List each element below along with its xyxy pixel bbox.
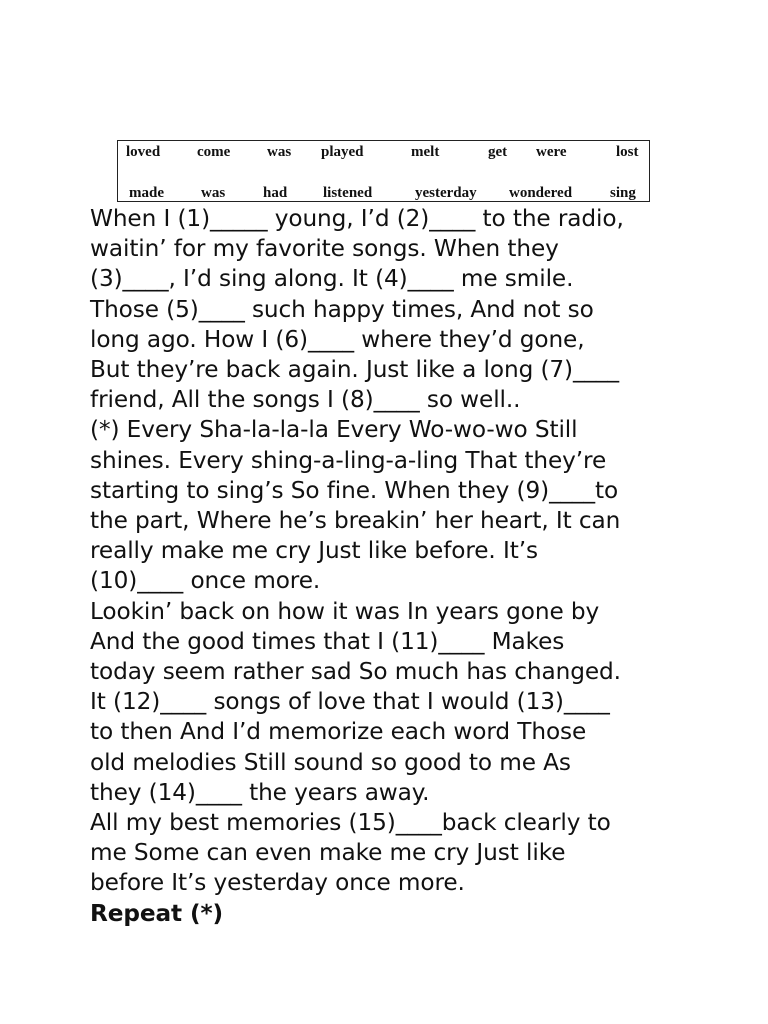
repeat-label: Repeat (*) (90, 899, 224, 927)
lyrics-line: (10)____ once more. (90, 567, 321, 595)
word-bank-word: played (321, 144, 364, 160)
lyrics-line: long ago. How I (6)____ where they’d gone, (90, 325, 585, 353)
lyrics-line: Those (5)____ such happy times, And not so (90, 295, 594, 323)
lyrics-line: And the good times that I (11)____ Makes (90, 627, 565, 655)
lyrics-line: (3)____, I’d sing along. It (4)____ me smile. (90, 265, 574, 293)
word-bank-word: yesterday (415, 185, 477, 201)
word-bank-word: was (201, 185, 226, 201)
lyrics-line: waitin’ for my favorite songs. When they (90, 235, 559, 263)
lyrics-line: old melodies Still sound so good to me As (90, 748, 571, 776)
lyrics-line: friend, All the songs I (8)____ so well.. (90, 386, 521, 414)
lyrics-line: (*) Every Sha-la-la-la Every Wo-wo-wo Still (90, 416, 578, 444)
word-bank-word: get (488, 144, 508, 160)
lyrics-line: before It’s yesterday once more. (90, 869, 465, 897)
word-bank-word: lost (616, 144, 639, 160)
lyrics-line: Lookin’ back on how it was In years gone by (90, 597, 600, 625)
word-bank-word: was (267, 144, 292, 160)
lyrics-line: really make me cry Just like before. It’s (90, 537, 538, 565)
word-bank-word: made (129, 185, 164, 201)
word-bank-word: come (197, 144, 231, 160)
lyrics-line: to then And I’d memorize each word Those (90, 718, 587, 746)
lyrics-line: But they’re back again. Just like a long (7)____ (90, 356, 619, 384)
lyrics-text (90, 204, 690, 929)
word-bank-word: listened (323, 185, 373, 201)
lyrics-line: today seem rather sad So much has changed. (90, 658, 621, 686)
lyrics-line: they (14)____ the years away. (90, 778, 430, 806)
lyrics-line: It (12)____ songs of love that I would (13)____ (90, 688, 610, 716)
lyrics-line: All my best memories (15)____back clearly to (90, 809, 611, 837)
lyrics-line: When I (1)_____ young, I’d (2)____ to the radio, (90, 205, 624, 232)
lyrics-line: starting to sing’s So fine. When they (9)____to (90, 476, 619, 504)
word-bank-box (117, 140, 650, 202)
word-bank-word: were (536, 144, 567, 160)
lyrics-line: shines. Every shing-a-ling-a-ling That they’re (90, 446, 607, 474)
word-bank-word: sing (610, 185, 636, 201)
lyrics-line: me Some can even make me cry Just like (90, 839, 566, 867)
lyrics-line: the part, Where he’s breakin’ her heart, It can (90, 507, 621, 535)
word-bank-word: had (263, 185, 288, 201)
word-bank-word: wondered (509, 185, 573, 201)
word-bank-word: loved (126, 144, 161, 160)
word-bank-word: melt (411, 144, 440, 160)
